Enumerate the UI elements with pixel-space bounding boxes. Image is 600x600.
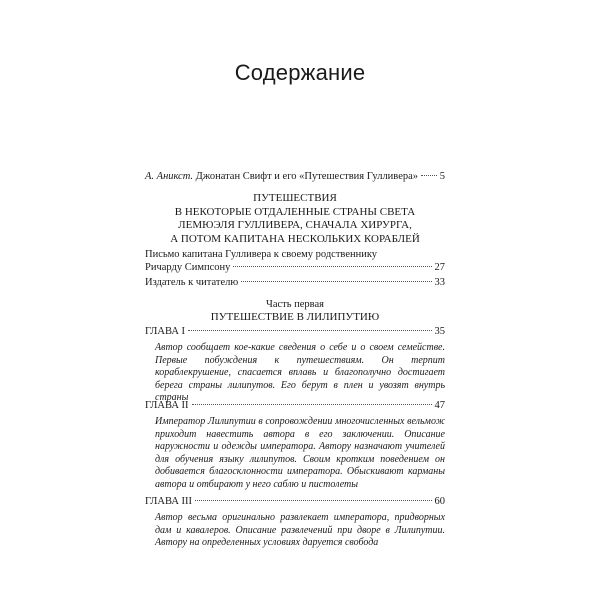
book-title — [145, 192, 445, 246]
dot-leader — [421, 175, 437, 176]
toc-entry-chapter-3[interactable] — [145, 495, 445, 550]
chapter-summary: Император Лилипутии в сопровождении многочисленных вельмож приходит навестить автора в его заключении. Описание наружности и одежды императора. Автору назначают учителей для обучения языку лилипутов. Своим кротким поведением он добивается благосклонности императора. Обыскивают карманы автора и отбирают у него саблю и пистолеты — [155, 416, 445, 490]
dot-leader — [241, 281, 431, 282]
toc-entry-chapter-1[interactable] — [145, 325, 445, 405]
chapter-label: ГЛАВА I — [145, 326, 186, 337]
page-title: Содержание — [234, 60, 366, 85]
dot-leader — [233, 266, 431, 267]
dot-leader — [188, 330, 431, 331]
part-title: ПУТЕШЕСТВИЕ В ЛИЛИПУТИЮ — [210, 311, 380, 323]
chapter-label: ГЛАВА III — [145, 496, 193, 507]
page-number: 5 — [439, 171, 445, 182]
book-title-line: В НЕКОТОРЫЕ ОТДАЛЕННЫЕ СТРАНЫ СВЕТА — [174, 205, 416, 218]
toc-entry-letter[interactable] — [145, 248, 445, 274]
letter-line: Письмо капитана Гулливера к своему родственнику — [145, 249, 378, 260]
intro-text: Джонатан Свифт и его «Путешествия Гулливера» — [195, 171, 419, 182]
intro-author: А. Аникст. — [145, 171, 194, 182]
dot-leader — [192, 404, 432, 405]
chapter-label: ГЛАВА II — [145, 400, 189, 411]
publisher-text: Издатель к читателю — [145, 277, 239, 288]
part-label: Часть первая — [266, 299, 324, 310]
book-title-line: ПУТЕШЕСТВИЯ — [253, 192, 337, 204]
part-heading — [145, 298, 445, 325]
letter-line: Ричарду Симпсону — [145, 262, 231, 273]
chapter-summary: Автор весьма оригинально развлекает императора, придворных дам и кавалеров. Описание развлечений при дворе в Лилипутии. Автору на определенных условиях даруется свобода — [155, 512, 445, 548]
toc-entry-publisher[interactable] — [145, 276, 445, 289]
toc-entry-intro[interactable] — [145, 170, 445, 183]
page-number: 27 — [434, 262, 445, 273]
page-number: 35 — [434, 326, 445, 337]
page-number: 33 — [434, 277, 445, 288]
chapter-summary: Автор сообщает кое-какие сведения о себе и о своем семействе. Первые побуждения к путешествиям. Он терпит кораблекрушение, спасается вплавь и благополучно достигает берега страны лилипутов. Его берут в плен и увозят внутрь страны — [155, 342, 445, 403]
dot-leader — [195, 500, 431, 501]
page-number: 60 — [434, 496, 445, 507]
book-title-line: А ПОТОМ КАПИТАНА НЕСКОЛЬКИХ КОРАБЛЕЙ — [170, 232, 420, 245]
toc-entry-chapter-2[interactable] — [145, 399, 445, 491]
book-title-line: ЛЕМЮЭЛЯ ГУЛЛИВЕРА, СНАЧАЛА ХИРУРГА, — [178, 219, 412, 231]
page-number: 47 — [434, 400, 445, 411]
